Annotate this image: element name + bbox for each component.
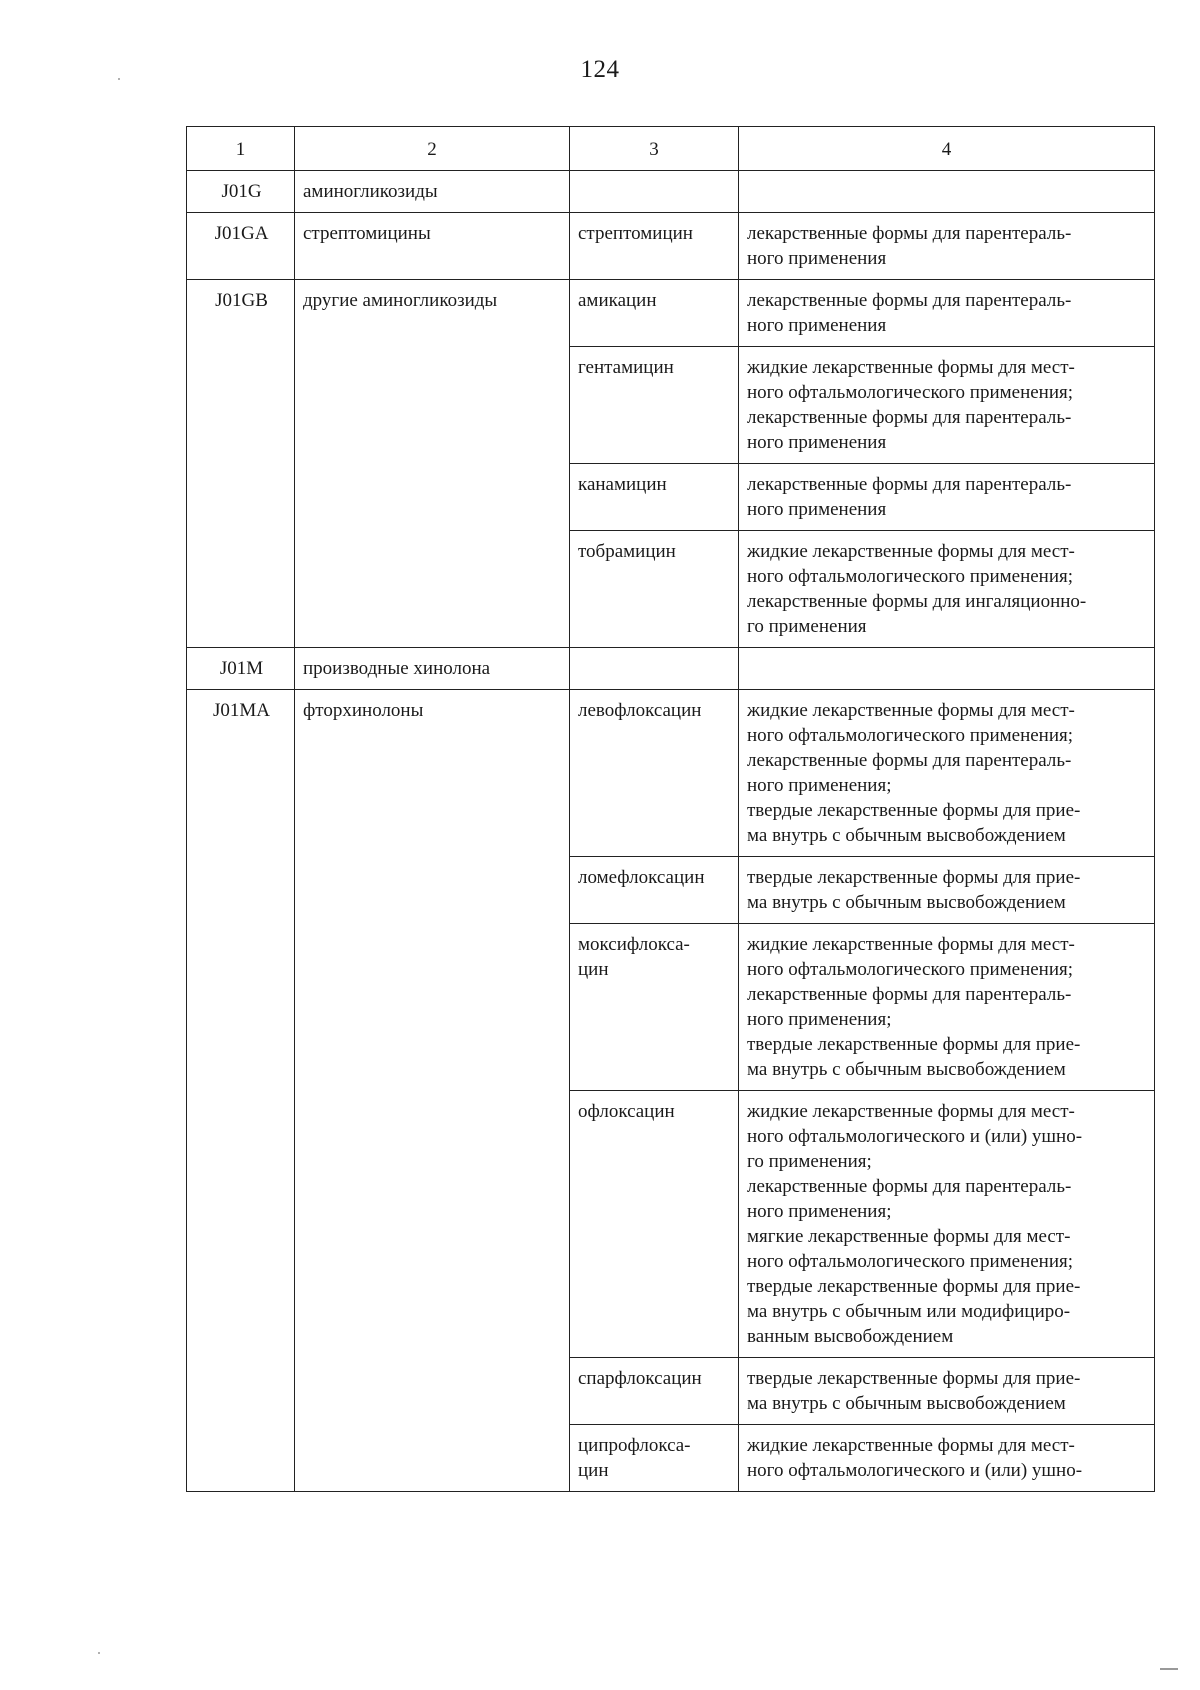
drug-name-cell	[570, 690, 739, 857]
drug-name-cell	[570, 1425, 739, 1492]
cell-line: ма внутрь с обычным высвобождением	[747, 1393, 1066, 1414]
cell-line: спарфлоксацин	[578, 1368, 702, 1389]
cell-lines	[578, 865, 732, 890]
cell-line: ного офтальмологического применения;	[747, 566, 1074, 587]
drug-name-cell	[570, 1358, 739, 1425]
drug-name-cell	[570, 531, 739, 648]
cell-line: ма внутрь с обычным высвобождением	[747, 892, 1066, 913]
cell-line: ного применения;	[747, 775, 892, 796]
cell-lines	[578, 1366, 732, 1391]
cell-line: лекарственные формы для парентераль-	[747, 290, 1072, 311]
cell-line: ного офтальмологического применения;	[747, 1251, 1074, 1272]
cell-lines	[747, 698, 1148, 848]
dosage-forms-cell	[739, 1358, 1155, 1425]
cell-line: лекарственные формы для парентераль-	[747, 407, 1072, 428]
dosage-forms-cell	[739, 648, 1155, 690]
cell-line: амикацин	[578, 290, 657, 311]
cell-line: жидкие лекарственные формы для мест-	[747, 934, 1075, 955]
dosage-forms-cell	[739, 347, 1155, 464]
dosage-forms-cell	[739, 857, 1155, 924]
cell-line: твердые лекарственные формы для прие-	[747, 1034, 1081, 1055]
drug-name-cell	[570, 857, 739, 924]
cell-lines	[578, 698, 732, 723]
cell-line: ного применения;	[747, 1201, 892, 1222]
cell-lines	[578, 932, 732, 982]
dosage-forms-cell	[739, 690, 1155, 857]
cell-line: офлоксацин	[578, 1101, 675, 1122]
cell-line: жидкие лекарственные формы для мест-	[747, 541, 1075, 562]
table-row	[187, 280, 1155, 347]
cell-lines	[747, 539, 1148, 639]
dosage-forms-cell	[739, 171, 1155, 213]
drug-name-cell	[570, 924, 739, 1091]
drug-name-cell	[570, 213, 739, 280]
cell-line: ного офтальмологического применения;	[747, 382, 1074, 403]
dosage-forms-cell	[739, 464, 1155, 531]
dosage-forms-cell	[739, 924, 1155, 1091]
group-name-cell: фторхинолоны	[295, 690, 570, 1492]
scan-speck	[118, 78, 120, 80]
cell-lines	[747, 221, 1148, 271]
drug-name-cell	[570, 347, 739, 464]
cell-line: ного офтальмологического и (или) ушно-	[747, 1126, 1083, 1147]
atc-code-cell: J01G	[187, 171, 295, 213]
cell-line: твердые лекарственные формы для прие-	[747, 867, 1081, 888]
atc-code-cell: J01MA	[187, 690, 295, 1492]
cell-line: лекарственные формы для парентераль-	[747, 223, 1072, 244]
cell-line: гентамицин	[578, 357, 674, 378]
table-body	[187, 127, 1155, 1492]
column-header-4: 4	[739, 127, 1155, 171]
cell-line: канамицин	[578, 474, 667, 495]
cell-line: стрептомицин	[578, 223, 693, 244]
dosage-forms-cell	[739, 1091, 1155, 1358]
cell-line: лекарственные формы для парентераль-	[747, 984, 1072, 1005]
cell-line: твердые лекарственные формы для прие-	[747, 800, 1081, 821]
cell-line: ного применения	[747, 499, 887, 520]
cell-line: ного офтальмологического и (или) ушно-	[747, 1460, 1083, 1481]
cell-line: цин	[578, 1460, 609, 1481]
scan-speck	[1160, 1668, 1178, 1670]
cell-lines	[747, 1099, 1148, 1349]
scan-speck	[98, 1652, 100, 1654]
cell-line: жидкие лекарственные формы для мест-	[747, 1101, 1075, 1122]
cell-line: ципрофлокса-	[578, 1435, 691, 1456]
cell-lines	[578, 472, 732, 497]
cell-line: лекарственные формы для парентераль-	[747, 750, 1072, 771]
cell-line: ломефлоксацин	[578, 867, 705, 888]
dosage-forms-cell	[739, 531, 1155, 648]
group-name-cell: аминогликозиды	[295, 171, 570, 213]
table-row	[187, 690, 1155, 857]
cell-line: ванным высвобождением	[747, 1326, 954, 1347]
cell-line: лекарственные формы для парентераль-	[747, 1176, 1072, 1197]
table-row	[187, 171, 1155, 213]
cell-line: лекарственные формы для парентераль-	[747, 474, 1072, 495]
cell-lines	[747, 932, 1148, 1082]
cell-lines	[578, 355, 732, 380]
table-row	[187, 648, 1155, 690]
cell-lines	[747, 355, 1148, 455]
drug-name-cell	[570, 280, 739, 347]
cell-lines	[747, 472, 1148, 522]
cell-line: ного офтальмологического применения;	[747, 959, 1074, 980]
page-number: 124	[580, 56, 620, 83]
cell-lines	[578, 288, 732, 313]
cell-lines	[747, 1433, 1148, 1483]
drug-name-cell	[570, 464, 739, 531]
group-name-cell: стрептомицины	[295, 213, 570, 280]
cell-line: цин	[578, 959, 609, 980]
cell-lines	[578, 221, 732, 246]
cell-lines	[578, 1099, 732, 1124]
drug-name-cell	[570, 1091, 739, 1358]
table-row	[187, 213, 1155, 280]
cell-lines	[747, 865, 1148, 915]
group-name-cell: производные хинолона	[295, 648, 570, 690]
cell-line: го применения	[747, 616, 867, 637]
drug-name-cell	[570, 648, 739, 690]
atc-code-cell: J01M	[187, 648, 295, 690]
atc-code-cell: J01GB	[187, 280, 295, 648]
cell-line: ного применения	[747, 248, 887, 269]
cell-line: жидкие лекарственные формы для мест-	[747, 357, 1075, 378]
dosage-forms-cell	[739, 280, 1155, 347]
cell-line: го применения;	[747, 1151, 872, 1172]
group-name-cell: другие аминогликозиды	[295, 280, 570, 648]
cell-line: тобрамицин	[578, 541, 676, 562]
table-header-row	[187, 127, 1155, 171]
drug-name-cell	[570, 171, 739, 213]
cell-line: ма внутрь с обычным или модифициро-	[747, 1301, 1071, 1322]
column-header-1: 1	[187, 127, 295, 171]
cell-line: ного применения;	[747, 1009, 892, 1030]
cell-lines	[578, 1433, 732, 1483]
column-header-3: 3	[570, 127, 739, 171]
cell-line: ма внутрь с обычным высвобождением	[747, 1059, 1066, 1080]
cell-line: ма внутрь с обычным высвобождением	[747, 825, 1066, 846]
column-header-2: 2	[295, 127, 570, 171]
cell-line: лекарственные формы для ингаляционно-	[747, 591, 1087, 612]
cell-line: левофлоксацин	[578, 700, 702, 721]
cell-line: ного применения	[747, 432, 887, 453]
atc-code-cell: J01GA	[187, 213, 295, 280]
cell-lines	[578, 539, 732, 564]
dosage-forms-cell	[739, 213, 1155, 280]
cell-line: мягкие лекарственные формы для мест-	[747, 1226, 1071, 1247]
cell-line: моксифлокса-	[578, 934, 690, 955]
cell-lines	[747, 288, 1148, 338]
cell-line: жидкие лекарственные формы для мест-	[747, 700, 1075, 721]
dosage-forms-cell	[739, 1425, 1155, 1492]
cell-line: твердые лекарственные формы для прие-	[747, 1368, 1081, 1389]
cell-line: ного офтальмологического применения;	[747, 725, 1074, 746]
cell-line: твердые лекарственные формы для прие-	[747, 1276, 1081, 1297]
cell-line: жидкие лекарственные формы для мест-	[747, 1435, 1075, 1456]
drug-classification-table	[186, 126, 1155, 1492]
cell-lines	[747, 1366, 1148, 1416]
cell-line: ного применения	[747, 315, 887, 336]
